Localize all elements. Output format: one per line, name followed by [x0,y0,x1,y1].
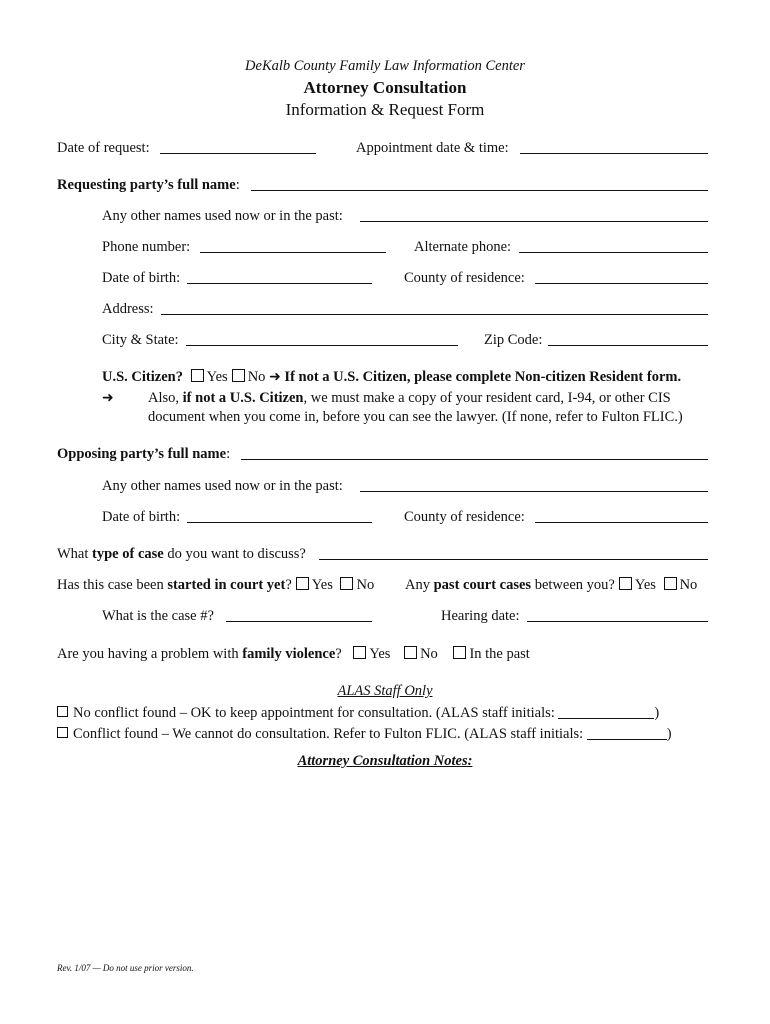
opposing-dob-field[interactable] [187,522,372,523]
form-title: Attorney Consultation [303,78,467,97]
address-field[interactable] [161,314,708,315]
citizen-note-line2: document when you come in, before you can see the lawyer. (If none, refer to Fulton FLIC.) [148,409,683,425]
case-number-field[interactable] [226,621,372,622]
form-subtitle: Information & Request Form [285,100,485,119]
case-started-row: Has this case been started in court yet? Yes No [57,577,375,593]
staff-heading: ALAS Staff Only [337,683,433,699]
past-cases-row: Any past court cases between you? Yes No [405,577,698,593]
case-type-field[interactable] [319,559,708,560]
family-violence-row: Are you having a problem with family violence? Yes No In the past [57,646,530,662]
requesting-dob-field[interactable] [187,283,372,284]
address-label: Address: [102,301,154,317]
zip-label: Zip Code: [484,332,543,348]
case-started-yes-checkbox[interactable] [296,577,309,590]
city-state-field[interactable] [186,345,458,346]
citizen-note-line1: Also, if not a U.S. Citizen, we must make a copy of your resident card, I-94, or other CIS [148,390,671,406]
requesting-other-names-label: Any other names used now or in the past: [102,208,343,224]
opposing-county-field[interactable] [535,522,708,523]
citizen-yes-label: Yes [206,369,228,385]
requesting-county-label: County of residence: [404,270,525,286]
hearing-date-field[interactable] [527,621,708,622]
requesting-party-field[interactable] [251,190,708,191]
date-of-request-field[interactable] [160,153,316,154]
conflict-row: Conflict found – We cannot do consultation. Refer to Fulton FLIC. (ALAS staff initials: ) [57,726,672,743]
requesting-other-names-field[interactable] [360,221,708,222]
alt-phone-label: Alternate phone: [414,239,512,255]
zip-field[interactable] [548,345,708,346]
case-number-label: What is the case #? [102,608,214,624]
opposing-party-label: Opposing party’s full name: [57,446,231,462]
conflict-initials-field[interactable] [587,727,667,740]
no-conflict-row: No conflict found – OK to keep appointment for consultation. (ALAS staff initials: ) [57,705,659,722]
no-conflict-checkbox[interactable] [57,706,68,717]
phone-field[interactable] [200,252,386,253]
citizen-no-label: No [247,369,266,385]
notes-heading: Attorney Consultation Notes: [297,753,473,769]
requesting-county-field[interactable] [535,283,708,284]
city-state-label: City & State: [102,332,179,348]
opposing-other-names-label: Any other names used now or in the past: [102,478,343,494]
conflict-checkbox[interactable] [57,727,68,738]
arrow-right-icon: ➜ [102,390,114,406]
revision-footer: Rev. 1/07 — Do not use prior version. [57,963,194,973]
citizen-instruction: If not a U.S. Citizen, please complete Non-citizen Resident form. [284,369,682,385]
citizen-label: U.S. Citizen? [102,369,183,385]
opposing-dob-label: Date of birth: [102,509,181,525]
past-cases-no-checkbox[interactable] [664,577,677,590]
org-name: DeKalb County Family Law Information Center [245,58,525,74]
requesting-dob-label: Date of birth: [102,270,181,286]
arrow-right-icon: ➜ [269,369,281,385]
citizen-no-checkbox[interactable] [232,369,245,382]
no-conflict-initials-field[interactable] [558,706,654,719]
violence-no-checkbox[interactable] [404,646,417,659]
violence-yes-checkbox[interactable] [353,646,366,659]
requesting-party-label: Requesting party’s full name: [57,177,240,193]
violence-past-checkbox[interactable] [453,646,466,659]
date-of-request-label: Date of request: [57,140,150,156]
hearing-date-label: Hearing date: [441,608,520,624]
opposing-other-names-field[interactable] [360,491,708,492]
opposing-county-label: County of residence: [404,509,525,525]
past-cases-yes-checkbox[interactable] [619,577,632,590]
citizen-row [102,369,681,386]
citizen-yes-checkbox[interactable] [191,369,204,382]
case-type-label: What type of case do you want to discuss? [57,546,306,562]
opposing-party-field[interactable] [241,459,708,460]
appointment-label: Appointment date & time: [356,140,509,156]
phone-label: Phone number: [102,239,191,255]
appointment-field[interactable] [520,153,708,154]
case-started-no-checkbox[interactable] [340,577,353,590]
alt-phone-field[interactable] [519,252,708,253]
